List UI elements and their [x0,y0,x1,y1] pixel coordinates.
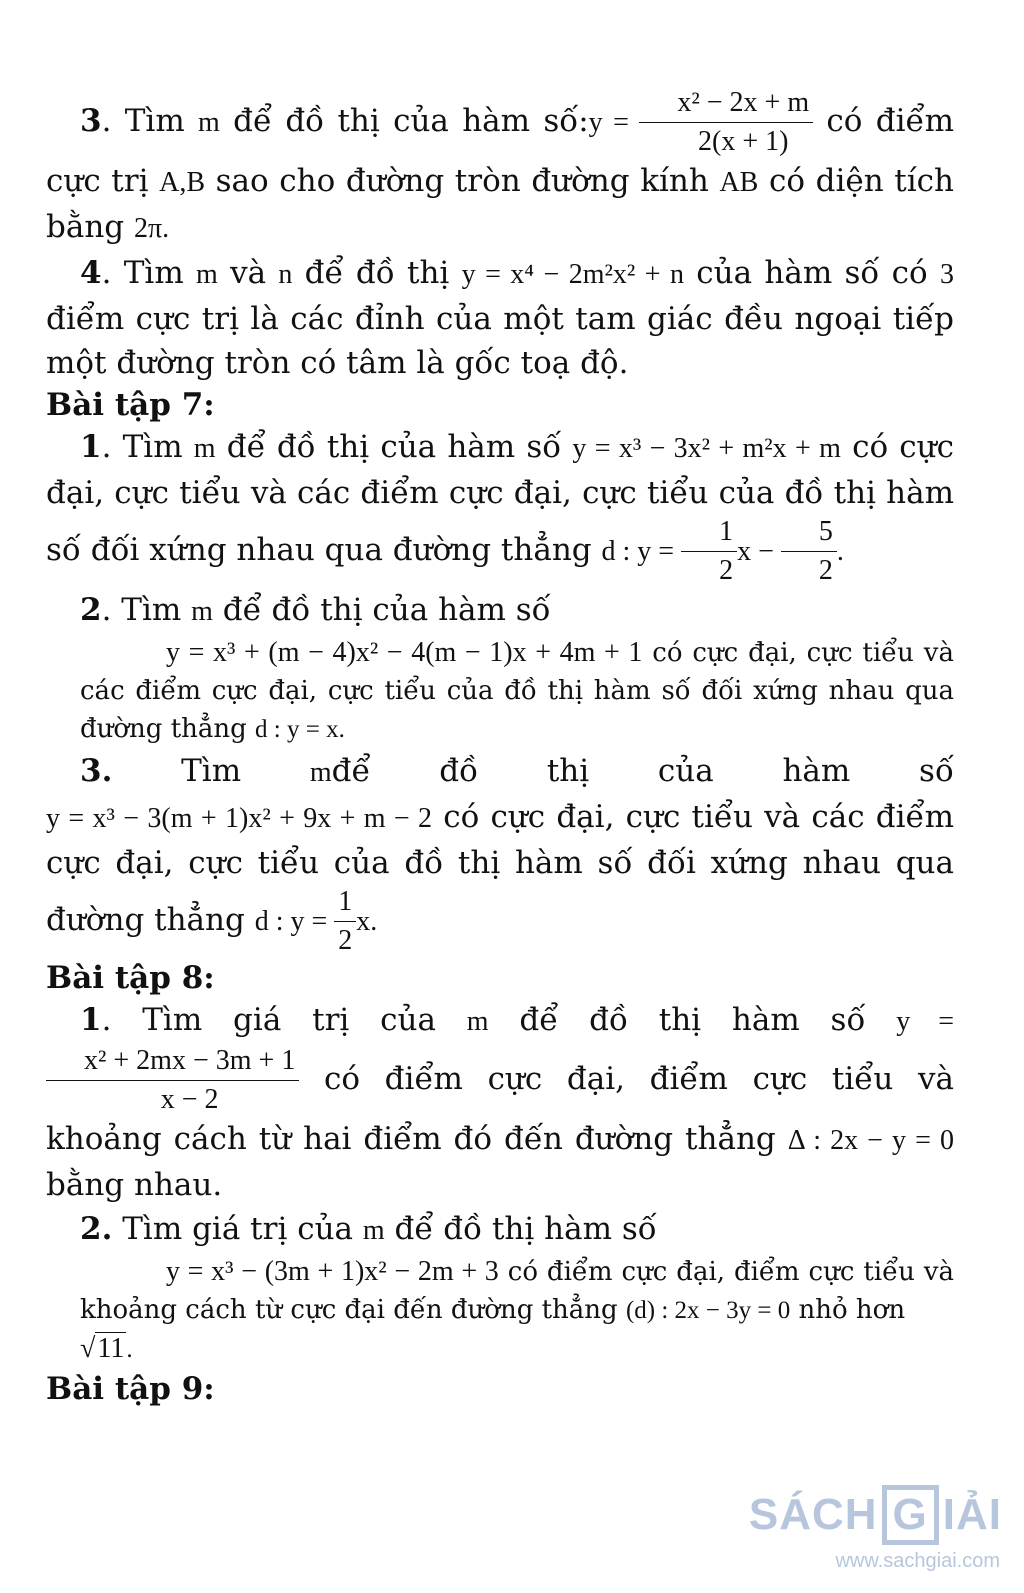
text: có điểm cực đại, điểm cực tiểu và khoảng cách từ cực đại đến đường thẳng [80,1257,954,1325]
text: có cực đại, cực tiểu và các điểm cực đại, cực tiểu của đồ thị hàm số đối xứng nhau qua đường thẳng [80,638,954,744]
math-var: m [196,259,218,290]
math: 2π [134,213,163,244]
watermark-url: www.sachgiai.com [835,1550,1000,1572]
math: y = [896,1006,955,1037]
numerator: 1 [681,515,737,552]
exercise-3 [46,86,954,251]
word: của [657,753,714,789]
logo-text: SÁCH [748,1490,878,1539]
math: y = x³ − 3x² + m²x + m [572,433,841,464]
text: để đồ thị hàm số [384,1211,657,1247]
math: A,B [159,167,206,198]
denominator: 2 [719,555,734,586]
math: d : y = [254,906,335,937]
math: (d) : 2x − 3y = 0 [625,1297,791,1324]
math: x − [737,536,781,567]
word: để [331,753,371,789]
text: để đồ thị hàm số [488,1002,897,1038]
word: hàm [782,753,851,789]
heading-bai-tap-7: Bài tập 7: [46,387,215,423]
text: . Tìm [101,103,199,139]
math: y = x⁴ − 2m²x² + n [461,259,684,290]
math: y = [588,107,640,138]
exercise-4 [46,251,954,385]
text: . Tìm [101,255,197,291]
item-number: 4 [80,255,102,291]
heading-bai-tap-8: Bài tập 8: [46,960,215,996]
word: thị [546,753,590,789]
text: bằng nhau. [46,1167,223,1203]
document-page [46,86,954,1409]
logo-box: G [882,1485,939,1545]
math-var: n [278,259,293,290]
item-number: 2. [80,1211,113,1247]
text: . Tìm [101,429,194,465]
text: Tìm giá trị của [112,1211,363,1247]
text: để đồ thị của hàm số [212,592,551,628]
heading-bai-tap-9: Bài tập 9: [46,1371,215,1407]
math: y = x³ − 3(m + 1)x² + 9x + m − 2 [46,803,432,834]
text: điểm cực trị là các đỉnh của một tam giác đều ngoại tiếp một đường tròn có tâm là gốc toạ độ. [46,301,954,381]
math: Δ : 2x − y = 0 [787,1125,954,1156]
item-number: 3 [80,103,102,139]
text: có điểm cực đại, điểm cực tiểu và khoảng cách từ hai điểm đó đến đường thẳng [46,1061,954,1157]
text: sao cho đường tròn đường kính [205,163,720,199]
text: để đồ thị [292,255,462,291]
punct: . [126,1336,133,1363]
item-number: 2 [80,592,102,628]
radicand: 11 [97,1333,125,1364]
punct: . [836,536,844,567]
punct: . [370,906,378,937]
math: d : y = x [255,716,339,743]
bt7-q2-title [46,588,954,634]
word: đồ [439,753,479,789]
item-number: 1 [80,429,102,465]
math-var: m [191,596,213,627]
fraction [639,86,813,159]
math-var: m [309,757,332,788]
bt8-q2-body [46,1253,954,1369]
bt7-q2-body [46,634,954,749]
word: Tìm [181,753,242,789]
radical-sign: √ [80,1333,96,1364]
denominator: 2 [338,925,353,956]
fraction [681,515,737,588]
math-var: m [198,107,220,138]
math: AB [719,167,759,198]
text: để đồ thị của hàm số [215,429,573,465]
item-number: 1 [80,1002,102,1038]
fraction [46,1044,299,1117]
text: có cực đại, cực tiểu và các điểm cực đại, cực tiểu của đồ thị hàm số đối xứng nhau qua đường thẳng [46,799,954,938]
text: có diện tích bằng [46,163,954,245]
text: và [217,255,279,291]
denominator: x − 2 [160,1084,219,1115]
text: . Tìm [101,592,192,628]
text: để đồ thị của hàm số: [219,103,589,139]
text: của hàm số có [683,255,941,291]
math-var: m [193,433,216,464]
bt8-q2-title [46,1207,954,1253]
word: số [919,753,954,789]
numerator: x² + 2mx − 3m + 1 [46,1044,299,1081]
math: d : y = [601,536,682,567]
sqrt-expression [80,1330,126,1368]
denominator: 2(x + 1) [698,126,789,157]
bt7-q3-title [46,749,954,795]
logo-text-tail: IẢI [942,1490,1002,1539]
text: . Tìm giá trị của [101,1002,467,1038]
math-var: m [362,1215,385,1246]
math: x [356,906,371,937]
numerator: 1 [334,885,356,922]
item-number: 3. [80,753,113,789]
bt7-q3-body [46,795,954,958]
numerator: x² − 2x + m [639,86,813,123]
numerator: 5 [781,515,837,552]
math: 3 [940,259,955,290]
bt7-q1 [46,425,954,588]
math: y = x³ − (3m + 1)x² − 2m + 3 [166,1256,499,1287]
sachgiai-logo [749,1485,1002,1545]
punct: . [162,213,170,244]
fraction [781,515,837,588]
bt8-q1 [46,998,954,1207]
punct: . [338,716,345,743]
fraction [334,885,356,958]
text: nhỏ hơn [790,1295,906,1325]
math-var: m [466,1006,489,1037]
text: có điểm cực trị [46,103,954,199]
denominator: 2 [818,555,833,586]
math: y = x³ + (m − 4)x² − 4(m − 1)x + 4m + 1 [166,637,643,668]
text: có cực đại, cực tiểu và các điểm cực đại, cực tiểu của đồ thị hàm số đối xứng nhau qua đường thẳng [46,429,954,568]
